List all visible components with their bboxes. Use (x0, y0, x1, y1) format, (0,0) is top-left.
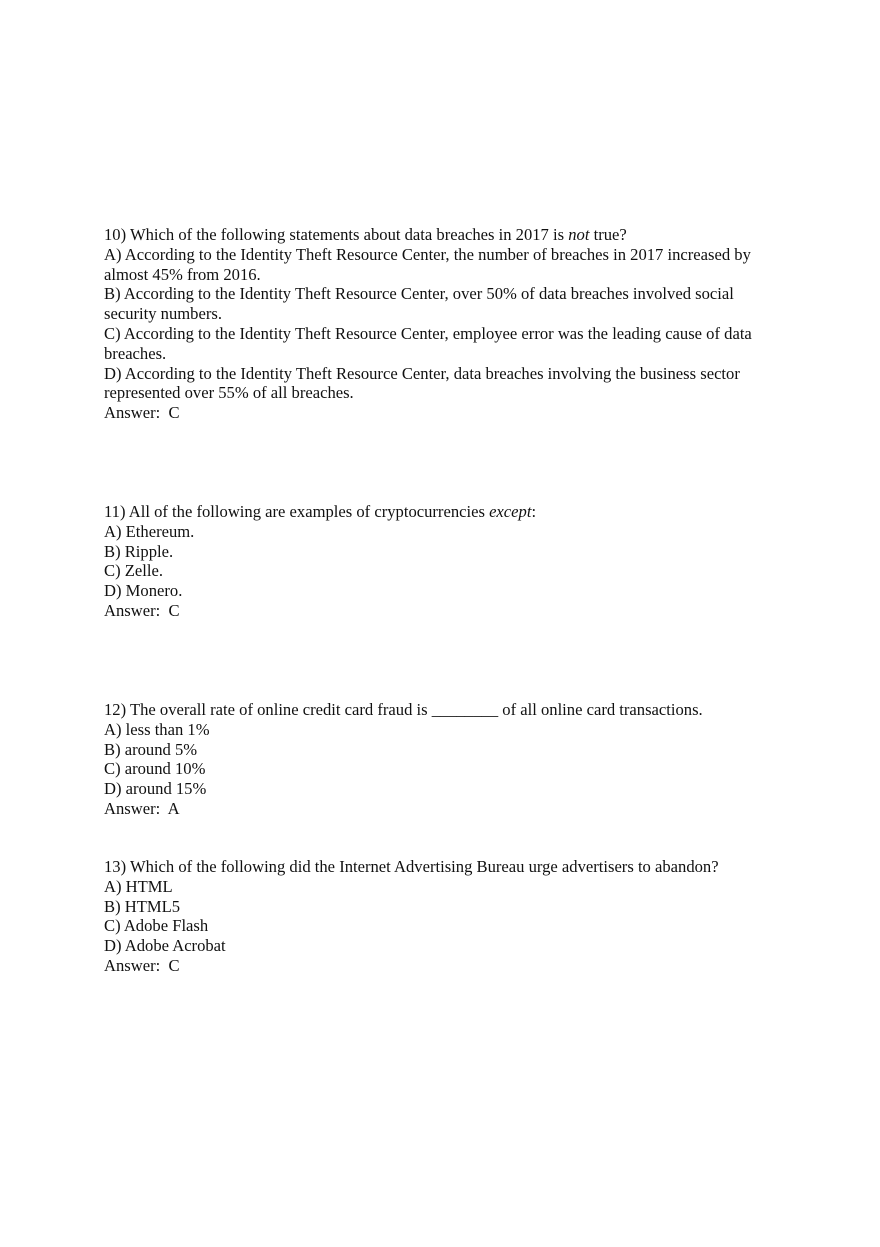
answer: Answer: A (104, 798, 180, 818)
option-d: D) According to the Identity Theft Resource Center, data breaches involving the business sector represented over 55% of all breaches. (104, 363, 745, 403)
question-stem: 13) Which of the following did the Internet Advertising Bureau urge advertisers to abandon? (104, 857, 719, 876)
stem-text: 10) Which of the following statements about data breaches in 2017 is (104, 225, 569, 244)
option-b: B) HTML5 (104, 896, 181, 916)
option-d: D) Monero. (104, 581, 183, 601)
option-a: A) According to the Identity Theft Resource Center, the number of breaches in 2017 increased by almost 45% from 2016. (104, 244, 756, 284)
stem-text: 11) All of the following are examples of cryptocurrencies (104, 502, 490, 521)
stem-emphasis: not (568, 225, 590, 244)
option-c: C) around 10% (104, 759, 206, 779)
question-13 (104, 857, 784, 976)
option-d: D) Adobe Acrobat (104, 936, 226, 956)
question-stem (104, 502, 784, 522)
question-10 (104, 225, 784, 423)
option-b: B) around 5% (104, 739, 198, 759)
stem-emphasis: except (489, 502, 532, 521)
option-b: B) Ripple. (104, 541, 174, 561)
question-11 (104, 502, 784, 621)
option-a: A) less than 1% (104, 719, 210, 739)
option-c: C) According to the Identity Theft Resource Center, employee error was the leading cause of data breaches. (104, 323, 756, 363)
question-stem: 12) The overall rate of online credit card fraud is ________ of all online card transactions. (104, 700, 703, 719)
answer: Answer: C (104, 600, 180, 620)
option-b: B) According to the Identity Theft Resource Center, over 50% of data breaches involved social security numbers. (104, 284, 739, 324)
option-c: C) Zelle. (104, 561, 163, 581)
stem-text-end: true? (589, 225, 627, 244)
option-a: A) Ethereum. (104, 521, 195, 541)
option-a: A) HTML (104, 876, 173, 896)
option-d: D) around 15% (104, 779, 207, 799)
question-stem (104, 225, 784, 245)
option-c: C) Adobe Flash (104, 916, 209, 936)
answer: Answer: C (104, 403, 180, 423)
stem-text-end: : (531, 502, 537, 521)
answer: Answer: C (104, 955, 180, 975)
question-12 (104, 700, 784, 819)
